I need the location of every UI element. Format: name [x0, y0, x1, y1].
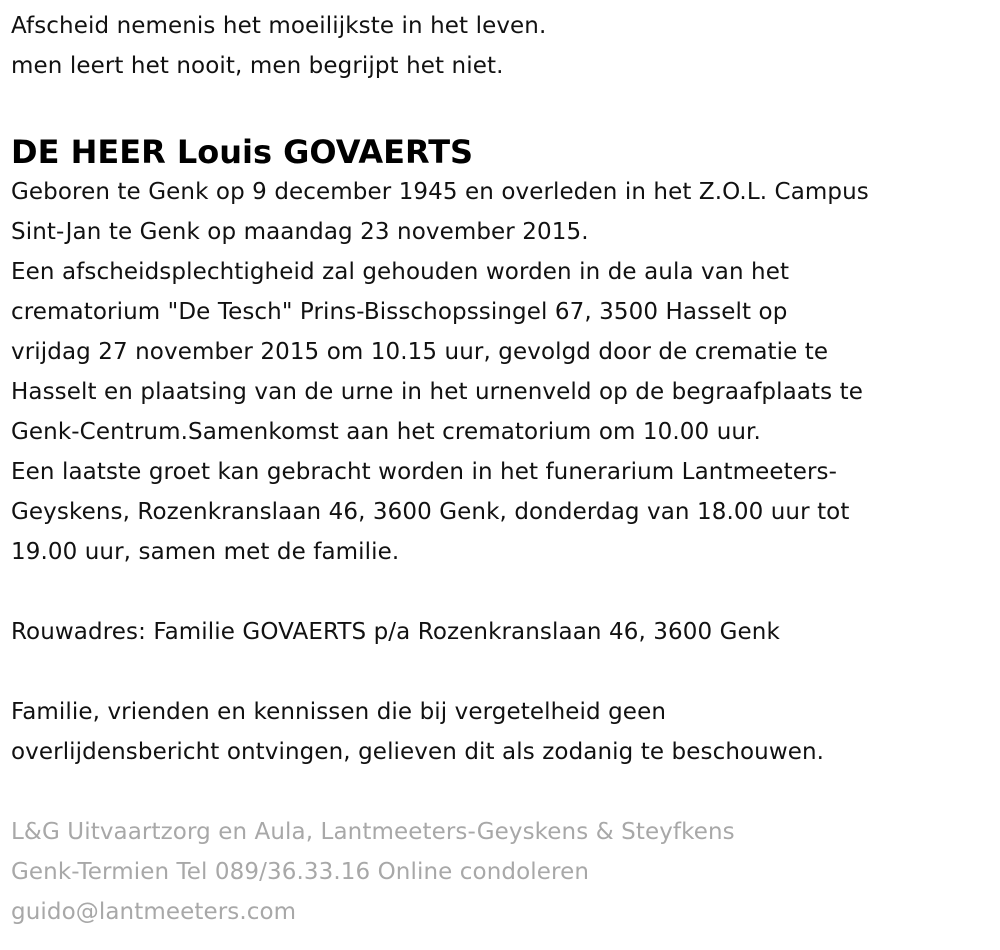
spacer	[11, 772, 996, 812]
spacer	[11, 86, 996, 132]
closing-line: overlijdensbericht ontvingen, gelieven dit als zodanig te beschouwen.	[11, 739, 825, 765]
quote-block	[11, 6, 996, 86]
closing-block	[11, 692, 996, 772]
closing-line: Familie, vrienden en kennissen die bij vergetelheid geen	[11, 699, 666, 725]
footer-email: guido@lantmeeters.com	[11, 899, 297, 925]
body-line: Een laatste groet kan gebracht worden in het funerarium Lantmeeters-	[11, 459, 837, 485]
footer-line: L&G Uitvaartzorg en Aula, Lantmeeters-Geyskens & Steyfkens	[11, 819, 735, 845]
body-line: Genk-Centrum.Samenkomst aan het crematorium om 10.00 uur.	[11, 419, 761, 445]
body-line: vrijdag 27 november 2015 om 10.15 uur, gevolgd door de crematie te	[11, 339, 829, 365]
quote-line: men leert het nooit, men begrijpt het niet.	[11, 53, 504, 79]
body-line: Een afscheidsplechtigheid zal gehouden worden in de aula van het	[11, 259, 790, 285]
body-line: Geyskens, Rozenkranslaan 46, 3600 Genk, donderdag van 18.00 uur tot	[11, 499, 850, 525]
quote-line: Afscheid nemenis het moeilijkste in het leven.	[11, 13, 547, 39]
deceased-name: DE HEER Louis GOVAERTS	[11, 133, 474, 171]
body-line: Geboren te Genk op 9 december 1945 en overleden in het Z.O.L. Campus	[11, 179, 869, 205]
spacer	[11, 572, 996, 612]
footer-line: Genk-Termien Tel 089/36.33.16 Online condoleren	[11, 859, 589, 885]
body-line: crematorium "De Tesch" Prins-Bisschopssingel 67, 3500 Hasselt op	[11, 299, 788, 325]
body-line: Sint-Jan te Genk op maandag 23 november 2015.	[11, 219, 589, 245]
spacer	[11, 652, 996, 692]
funeral-home-footer	[11, 812, 996, 932]
notice-body	[11, 172, 996, 572]
body-line: Hasselt en plaatsing van de urne in het urnenveld op de begraafplaats te	[11, 379, 863, 405]
death-notice	[11, 6, 996, 932]
mourning-address: Rouwadres: Familie GOVAERTS p/a Rozenkranslaan 46, 3600 Genk	[11, 619, 780, 645]
body-line: 19.00 uur, samen met de familie.	[11, 539, 400, 565]
